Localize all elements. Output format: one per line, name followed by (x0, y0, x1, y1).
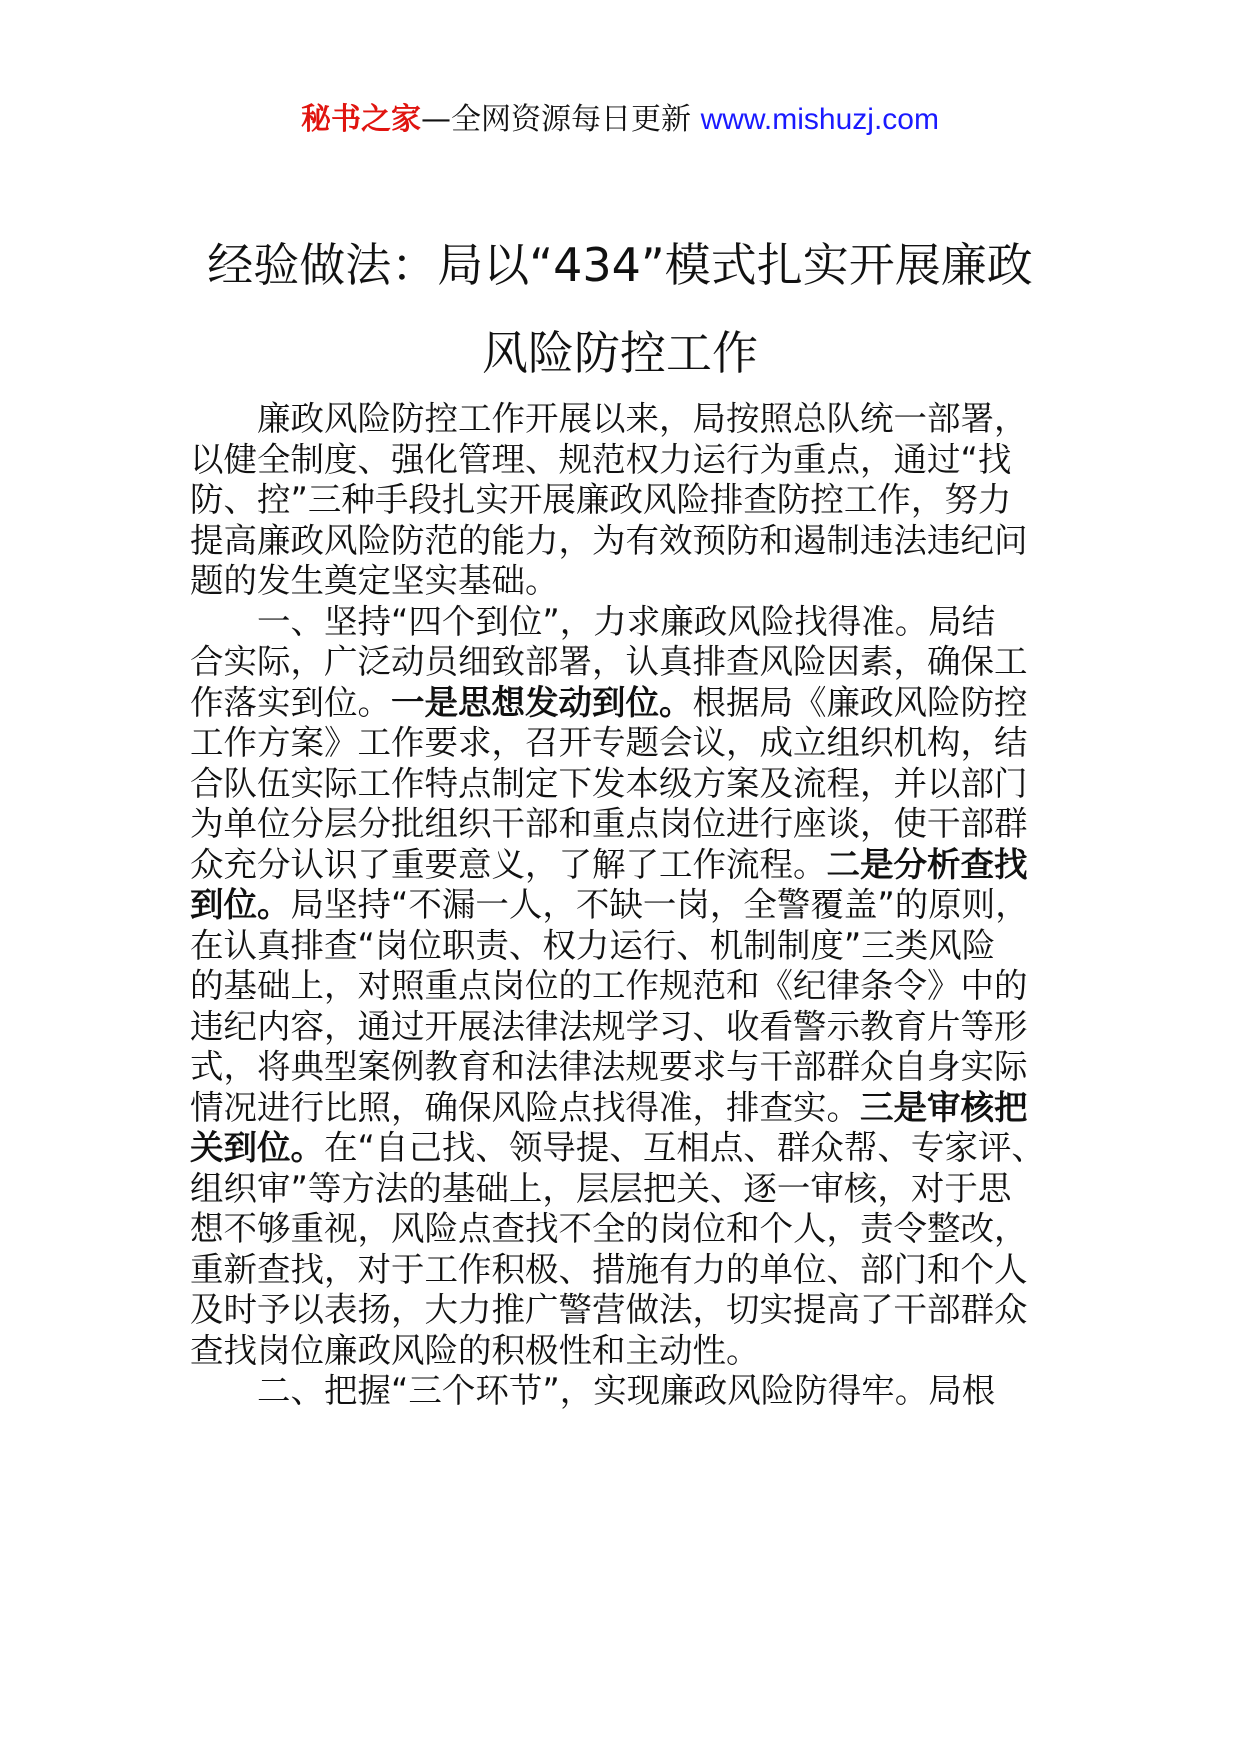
body-text: 情况进行比照，确保风险点找得准，排查实。 (190, 1088, 860, 1127)
body-text: 在“自己找、领导提、互相点、群众帮、专家评、 (324, 1128, 1045, 1167)
body-line: 防、控”三种手段扎实开展廉政风险排查防控工作，努力 (190, 480, 1012, 519)
body-line: 提高廉政风险防范的能力，为有效预防和遏制违法违纪问 (190, 521, 1028, 560)
body-line: 查找岗位廉政风险的积极性和主动性。 (190, 1331, 760, 1370)
body-line: 二、把握“三个环节”，实现廉政风险防得牢。局根 (257, 1371, 996, 1410)
body-line: 式，将典型案例教育和法律法规要求与干部群众自身实际 (190, 1047, 1028, 1086)
body-line: 在认真排查“岗位职责、权力运行、机制制度”三类风险 (190, 926, 996, 965)
bold-heading: 二是分析查找 (826, 845, 1028, 884)
body-line: 重新查找，对于工作积极、措施有力的单位、部门和个人 (190, 1250, 1028, 1289)
body-text: 众充分认识了重要意义，了解了工作流程。 (190, 845, 827, 884)
body-line: 及时予以表扬，大力推广警营做法，切实提高了干部群众 (190, 1290, 1028, 1329)
body-line (190, 883, 1050, 927)
article-title-line-2: 风险防控工作 (482, 326, 758, 380)
body-line: 以健全制度、强化管理、规范权力运行为重点，通过“找 (190, 440, 1012, 479)
site-url-link[interactable]: www.mishuzj.com (700, 103, 939, 136)
body-line: 想不够重视，风险点查找不全的岗位和个人，责令整改， (190, 1209, 1028, 1248)
body-line: 的基础上，对照重点岗位的工作规范和《纪律条令》中的 (190, 966, 1028, 1005)
brand-name: 秘书之家 (301, 102, 422, 137)
header-tagline: —全网资源每日更新 (421, 102, 692, 137)
body-line (190, 843, 1050, 887)
body-line: 廉政风险防控工作开展以来，局按照总队统一部署， (257, 399, 1028, 438)
body-line: 合队伍实际工作特点制定下发本级方案及流程，并以部门 (190, 764, 1028, 803)
body-line: 一、坚持“四个到位”，力求廉政风险找得准。局结 (257, 602, 996, 641)
bold-heading: 一是思想发动到位。 (391, 683, 693, 722)
body-line (190, 681, 1050, 725)
body-line: 工作方案》工作要求，召开专题会议，成立组织机构，结 (190, 723, 1028, 762)
body-line: 违纪内容，通过开展法律法规学习、收看警示教育片等形 (190, 1007, 1028, 1046)
body-line: 为单位分层分批组织干部和重点岗位进行座谈，使干部群 (190, 804, 1028, 843)
body-line: 题的发生奠定坚实基础。 (190, 561, 559, 600)
body-line: 合实际，广泛动员细致部署，认真排查风险因素，确保工 (190, 642, 1028, 681)
body-text: 作落实到位。 (190, 683, 391, 722)
article-title-line-1: 经验做法：局以“434”模式扎实开展廉政 (207, 238, 1033, 292)
body-line (190, 1086, 1050, 1130)
bold-heading: 三是审核把 (860, 1088, 1028, 1127)
site-header (0, 100, 1240, 140)
body-text: 根据局《廉政风险防控 (692, 683, 1028, 722)
bold-heading: 到位。 (190, 885, 291, 924)
body-line: 组织审”等方法的基础上，层层把关、逐一审核，对于思 (190, 1169, 1012, 1208)
body-line (190, 1126, 1050, 1170)
body-text: 局坚持“不漏一人，不缺一岗，全警覆盖”的原则， (290, 885, 1029, 924)
bold-heading: 关到位。 (190, 1128, 324, 1167)
